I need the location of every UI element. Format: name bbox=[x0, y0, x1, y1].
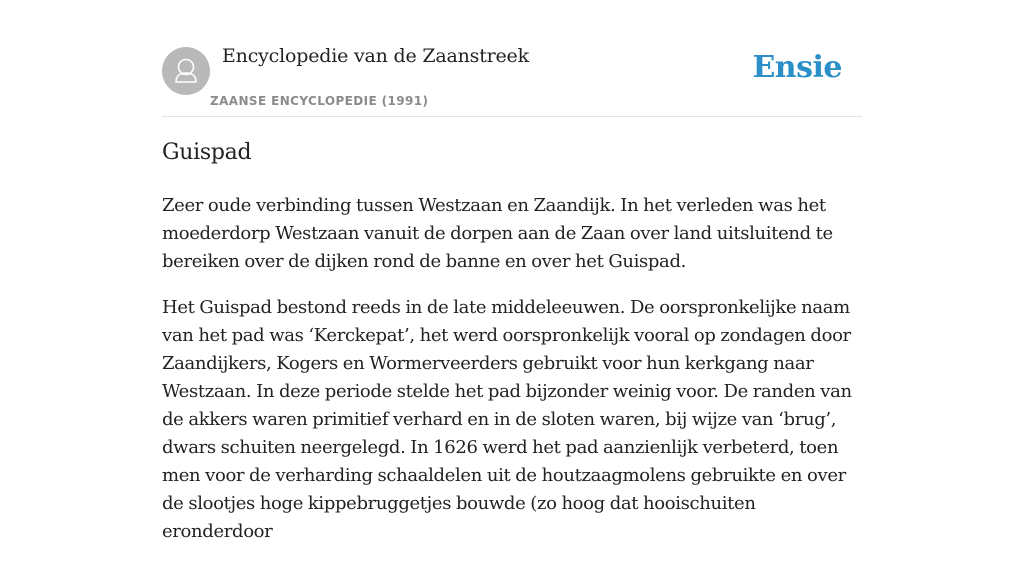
source-title[interactable]: Encyclopedie van de Zaanstreek bbox=[222, 45, 529, 67]
article-paragraph: Het Guispad bestond reeds in de late middeleeuwen. De oorspronkelijke naam van het pad was ‘Kerckepat’, het werd oorspronkelijk vooral op zondagen door Zaandijkers, Kogers en Wormerveerders gebruikt voor hun kerkgang naar Westzaan. In deze periode stelde het pad bijzonder weinig voor. De randen van de akkers waren primitief verhard en in de sloten waren, bij wijze van ‘brug’, dwars schuiten neergelegd. In 1626 werd het pad aanzienlijk verbeterd, toen men voor de verharding schaaldelen uit de houtzaagmolens gebruikte en over de slootjes hoge kippebruggetjes bouwde (zo hoog dat hooischuiten eronderdoor bbox=[162, 297, 852, 542]
source-avatar[interactable] bbox=[162, 47, 210, 95]
article-paragraph: Zeer oude verbinding tussen Westzaan en Zaandijk. In het verleden was het moederdorp Westzaan vanuit de dorpen aan de Zaan over land uitsluitend te bereiken over de dijken rond de banne en over het Guispad. bbox=[162, 195, 833, 272]
source-subtitle[interactable]: ZAANSE ENCYCLOPEDIE (1991) bbox=[210, 94, 429, 108]
source-header bbox=[162, 0, 862, 117]
article-body bbox=[162, 192, 862, 564]
user-icon bbox=[162, 47, 210, 95]
article-title: Guispad bbox=[162, 140, 252, 165]
brand-logo[interactable]: Ensie bbox=[752, 50, 842, 85]
page bbox=[162, 0, 862, 542]
